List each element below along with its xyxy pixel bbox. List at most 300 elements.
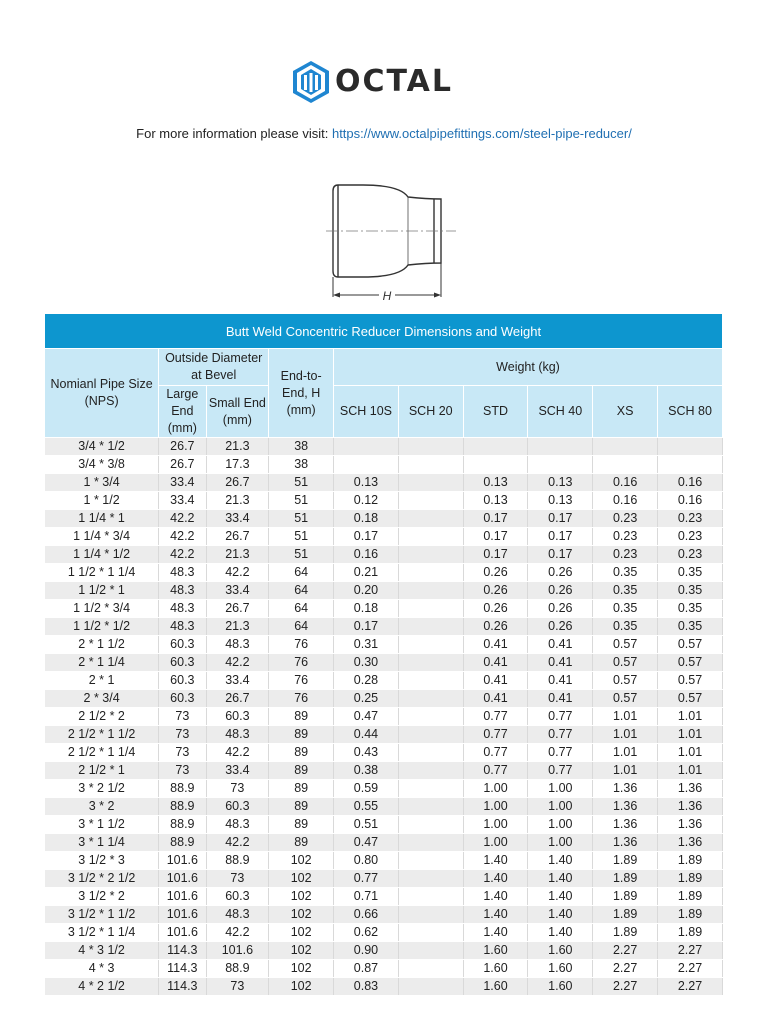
cell-end-to-end: 102 — [269, 942, 334, 960]
cell-large-end: 42.2 — [159, 528, 206, 546]
cell-nps: 3 * 1 1/4 — [45, 834, 159, 852]
info-prefix: For more information please visit: — [136, 126, 332, 141]
table-row — [45, 654, 723, 672]
cell-sch-10s: 0.21 — [334, 564, 399, 582]
table-row — [45, 780, 723, 798]
cell-sch-10s: 0.66 — [334, 906, 399, 924]
octal-logo-icon — [291, 60, 331, 104]
cell-large-end: 73 — [159, 708, 206, 726]
cell-sch-20 — [398, 546, 463, 564]
cell-sch-20 — [398, 672, 463, 690]
cell-std: 1.60 — [463, 960, 528, 978]
cell-small-end: 42.2 — [206, 744, 269, 762]
table-row — [45, 546, 723, 564]
cell-large-end: 114.3 — [159, 942, 206, 960]
cell-sch-20 — [398, 438, 463, 456]
cell-sch-40: 1.60 — [528, 978, 593, 996]
cell-large-end: 73 — [159, 762, 206, 780]
cell-small-end: 88.9 — [206, 960, 269, 978]
cell-sch-40: 0.26 — [528, 600, 593, 618]
cell-sch-10s: 0.47 — [334, 708, 399, 726]
cell-sch-20 — [398, 924, 463, 942]
cell-sch-20 — [398, 726, 463, 744]
cell-xs: 1.36 — [593, 816, 658, 834]
cell-sch-10s: 0.59 — [334, 780, 399, 798]
cell-sch-10s: 0.80 — [334, 852, 399, 870]
cell-large-end: 114.3 — [159, 960, 206, 978]
cell-sch-20 — [398, 762, 463, 780]
cell-xs: 0.16 — [593, 492, 658, 510]
cell-nps: 4 * 3 — [45, 960, 159, 978]
cell-small-end: 73 — [206, 870, 269, 888]
cell-std: 0.17 — [463, 528, 528, 546]
cell-xs: 1.01 — [593, 708, 658, 726]
cell-sch-40: 0.13 — [528, 474, 593, 492]
cell-sch-10s: 0.83 — [334, 978, 399, 996]
cell-std: 1.00 — [463, 816, 528, 834]
cell-sch-80: 1.01 — [658, 744, 723, 762]
cell-sch-10s: 0.43 — [334, 744, 399, 762]
cell-sch-20 — [398, 870, 463, 888]
cell-small-end: 42.2 — [206, 654, 269, 672]
cell-small-end: 17.3 — [206, 456, 269, 474]
cell-sch-80: 1.89 — [658, 906, 723, 924]
table-row — [45, 456, 723, 474]
cell-sch-40: 1.60 — [528, 960, 593, 978]
cell-xs: 0.35 — [593, 564, 658, 582]
cell-sch-80: 1.89 — [658, 888, 723, 906]
table-row — [45, 708, 723, 726]
cell-end-to-end: 102 — [269, 960, 334, 978]
cell-sch-10s: 0.28 — [334, 672, 399, 690]
cell-sch-20 — [398, 474, 463, 492]
cell-end-to-end: 89 — [269, 834, 334, 852]
cell-end-to-end: 89 — [269, 744, 334, 762]
table-row — [45, 942, 723, 960]
cell-sch-10s: 0.38 — [334, 762, 399, 780]
cell-small-end: 33.4 — [206, 510, 269, 528]
cell-std: 1.00 — [463, 780, 528, 798]
cell-small-end: 42.2 — [206, 564, 269, 582]
cell-sch-40: 1.00 — [528, 798, 593, 816]
cell-sch-20 — [398, 654, 463, 672]
cell-small-end: 21.3 — [206, 546, 269, 564]
cell-large-end: 73 — [159, 726, 206, 744]
cell-large-end: 42.2 — [159, 546, 206, 564]
cell-small-end: 60.3 — [206, 888, 269, 906]
cell-sch-80: 0.57 — [658, 654, 723, 672]
cell-large-end: 101.6 — [159, 924, 206, 942]
cell-small-end: 48.3 — [206, 636, 269, 654]
cell-large-end: 88.9 — [159, 780, 206, 798]
cell-small-end: 48.3 — [206, 816, 269, 834]
cell-sch-40: 0.41 — [528, 690, 593, 708]
cell-sch-10s: 0.18 — [334, 600, 399, 618]
cell-sch-20 — [398, 582, 463, 600]
cell-sch-10s: 0.17 — [334, 618, 399, 636]
cell-sch-40: 0.41 — [528, 636, 593, 654]
cell-std: 1.60 — [463, 978, 528, 996]
cell-nps: 1 * 3/4 — [45, 474, 159, 492]
cell-small-end: 26.7 — [206, 528, 269, 546]
cell-large-end: 88.9 — [159, 798, 206, 816]
cell-sch-10s: 0.13 — [334, 474, 399, 492]
cell-sch-80: 0.57 — [658, 636, 723, 654]
cell-end-to-end: 102 — [269, 888, 334, 906]
cell-end-to-end: 64 — [269, 618, 334, 636]
cell-sch-20 — [398, 834, 463, 852]
cell-large-end: 60.3 — [159, 672, 206, 690]
cell-small-end: 73 — [206, 978, 269, 996]
cell-large-end: 88.9 — [159, 816, 206, 834]
cell-nps: 3 * 1 1/2 — [45, 816, 159, 834]
cell-sch-40: 1.40 — [528, 852, 593, 870]
table-row — [45, 492, 723, 510]
cell-end-to-end: 89 — [269, 762, 334, 780]
cell-xs: 0.57 — [593, 654, 658, 672]
cell-small-end: 33.4 — [206, 762, 269, 780]
cell-sch-80: 1.36 — [658, 780, 723, 798]
cell-xs: 0.57 — [593, 636, 658, 654]
cell-small-end: 60.3 — [206, 798, 269, 816]
cell-sch-40: 0.77 — [528, 744, 593, 762]
cell-end-to-end: 102 — [269, 978, 334, 996]
cell-sch-80: 0.35 — [658, 618, 723, 636]
cell-sch-80: 0.57 — [658, 690, 723, 708]
header-std: STD — [463, 386, 528, 438]
cell-nps: 4 * 3 1/2 — [45, 942, 159, 960]
cell-small-end: 21.3 — [206, 438, 269, 456]
table-row — [45, 960, 723, 978]
cell-std: 1.60 — [463, 942, 528, 960]
cell-sch-10s: 0.77 — [334, 870, 399, 888]
cell-std: 1.40 — [463, 924, 528, 942]
cell-std — [463, 456, 528, 474]
cell-large-end: 88.9 — [159, 834, 206, 852]
cell-std: 0.77 — [463, 744, 528, 762]
dimension-label-h: H — [382, 289, 392, 303]
cell-sch-40: 1.40 — [528, 924, 593, 942]
cell-std: 0.26 — [463, 582, 528, 600]
cell-large-end: 48.3 — [159, 582, 206, 600]
cell-sch-40: 1.40 — [528, 888, 593, 906]
cell-std: 1.40 — [463, 852, 528, 870]
cell-nps: 1 1/4 * 1/2 — [45, 546, 159, 564]
cell-nps: 3 1/2 * 1 1/4 — [45, 924, 159, 942]
cell-nps: 1 1/2 * 1/2 — [45, 618, 159, 636]
cell-nps: 1 1/4 * 3/4 — [45, 528, 159, 546]
table-row — [45, 600, 723, 618]
cell-sch-10s: 0.16 — [334, 546, 399, 564]
cell-end-to-end: 89 — [269, 726, 334, 744]
cell-sch-20 — [398, 978, 463, 996]
cell-sch-80: 0.35 — [658, 600, 723, 618]
table-row — [45, 978, 723, 996]
cell-large-end: 60.3 — [159, 654, 206, 672]
cell-sch-80: 1.89 — [658, 852, 723, 870]
cell-small-end: 26.7 — [206, 600, 269, 618]
cell-small-end: 60.3 — [206, 708, 269, 726]
cell-end-to-end: 51 — [269, 492, 334, 510]
cell-sch-80: 1.89 — [658, 870, 723, 888]
cell-sch-40: 1.60 — [528, 942, 593, 960]
cell-sch-80 — [658, 456, 723, 474]
cell-nps: 3 1/2 * 2 — [45, 888, 159, 906]
cell-sch-10s: 0.55 — [334, 798, 399, 816]
cell-sch-20 — [398, 528, 463, 546]
cell-xs: 0.35 — [593, 582, 658, 600]
table-row — [45, 510, 723, 528]
reducer-drawing — [300, 165, 470, 305]
cell-end-to-end: 76 — [269, 654, 334, 672]
cell-end-to-end: 102 — [269, 852, 334, 870]
cell-nps: 1 1/2 * 3/4 — [45, 600, 159, 618]
cell-small-end: 73 — [206, 780, 269, 798]
cell-sch-10s: 0.87 — [334, 960, 399, 978]
cell-large-end: 114.3 — [159, 978, 206, 996]
cell-sch-20 — [398, 690, 463, 708]
cell-sch-80: 0.57 — [658, 672, 723, 690]
cell-sch-80: 0.16 — [658, 474, 723, 492]
header-sch-80: SCH 80 — [658, 386, 723, 438]
cell-xs: 1.01 — [593, 726, 658, 744]
cell-nps: 3 1/2 * 3 — [45, 852, 159, 870]
cell-small-end: 26.7 — [206, 690, 269, 708]
cell-sch-20 — [398, 906, 463, 924]
table-row — [45, 582, 723, 600]
cell-sch-40 — [528, 438, 593, 456]
cell-sch-20 — [398, 510, 463, 528]
table-row — [45, 924, 723, 942]
cell-xs: 1.89 — [593, 852, 658, 870]
octal-logo — [291, 60, 471, 106]
dimensions-table — [44, 313, 723, 996]
cell-sch-80: 2.27 — [658, 960, 723, 978]
cell-sch-80: 1.01 — [658, 762, 723, 780]
cell-sch-40: 0.41 — [528, 672, 593, 690]
cell-large-end: 60.3 — [159, 636, 206, 654]
cell-xs: 1.89 — [593, 888, 658, 906]
table-row — [45, 726, 723, 744]
cell-sch-20 — [398, 600, 463, 618]
cell-xs: 1.36 — [593, 834, 658, 852]
cell-end-to-end: 102 — [269, 870, 334, 888]
table-row — [45, 474, 723, 492]
cell-sch-80: 1.36 — [658, 834, 723, 852]
cell-xs: 1.89 — [593, 924, 658, 942]
cell-sch-40: 0.13 — [528, 492, 593, 510]
cell-sch-20 — [398, 708, 463, 726]
cell-large-end: 101.6 — [159, 888, 206, 906]
cell-end-to-end: 51 — [269, 546, 334, 564]
table-body — [45, 438, 723, 996]
cell-nps: 3 * 2 1/2 — [45, 780, 159, 798]
cell-sch-80: 1.36 — [658, 798, 723, 816]
header-weight: Weight (kg) — [334, 349, 723, 386]
cell-std: 0.41 — [463, 654, 528, 672]
cell-sch-40: 0.77 — [528, 762, 593, 780]
cell-nps: 3/4 * 1/2 — [45, 438, 159, 456]
cell-sch-40: 0.17 — [528, 546, 593, 564]
cell-sch-40: 0.77 — [528, 708, 593, 726]
cell-xs: 1.89 — [593, 906, 658, 924]
cell-nps: 2 * 3/4 — [45, 690, 159, 708]
cell-sch-80: 1.01 — [658, 726, 723, 744]
cell-sch-20 — [398, 816, 463, 834]
cell-sch-10s: 0.25 — [334, 690, 399, 708]
cell-xs: 2.27 — [593, 942, 658, 960]
cell-sch-10s: 0.71 — [334, 888, 399, 906]
cell-std: 0.13 — [463, 492, 528, 510]
cell-end-to-end: 89 — [269, 816, 334, 834]
cell-sch-40: 0.41 — [528, 654, 593, 672]
table-row — [45, 438, 723, 456]
cell-std — [463, 438, 528, 456]
cell-sch-80: 0.35 — [658, 582, 723, 600]
cell-large-end: 101.6 — [159, 906, 206, 924]
cell-sch-80 — [658, 438, 723, 456]
cell-large-end: 60.3 — [159, 690, 206, 708]
cell-large-end: 26.7 — [159, 438, 206, 456]
cell-sch-20 — [398, 780, 463, 798]
cell-xs: 1.36 — [593, 798, 658, 816]
cell-sch-80: 1.01 — [658, 708, 723, 726]
cell-small-end: 88.9 — [206, 852, 269, 870]
cell-sch-20 — [398, 744, 463, 762]
cell-sch-40 — [528, 456, 593, 474]
cell-small-end: 21.3 — [206, 618, 269, 636]
cell-xs: 0.35 — [593, 600, 658, 618]
table-row — [45, 690, 723, 708]
cell-nps: 3 * 2 — [45, 798, 159, 816]
cell-small-end: 48.3 — [206, 906, 269, 924]
cell-large-end: 48.3 — [159, 564, 206, 582]
cell-std: 0.17 — [463, 510, 528, 528]
cell-sch-10s: 0.17 — [334, 528, 399, 546]
cell-nps: 1 1/2 * 1 — [45, 582, 159, 600]
cell-xs: 2.27 — [593, 960, 658, 978]
cell-nps: 1 1/2 * 1 1/4 — [45, 564, 159, 582]
cell-sch-40: 1.00 — [528, 780, 593, 798]
cell-end-to-end: 51 — [269, 510, 334, 528]
cell-sch-80: 0.23 — [658, 546, 723, 564]
cell-sch-10s: 0.30 — [334, 654, 399, 672]
cell-std: 0.26 — [463, 618, 528, 636]
cell-small-end: 33.4 — [206, 672, 269, 690]
info-line — [0, 126, 768, 141]
cell-sch-10s: 0.62 — [334, 924, 399, 942]
cell-sch-40: 0.26 — [528, 618, 593, 636]
cell-large-end: 48.3 — [159, 600, 206, 618]
cell-sch-40: 0.77 — [528, 726, 593, 744]
cell-std: 0.26 — [463, 564, 528, 582]
cell-std: 0.41 — [463, 672, 528, 690]
cell-std: 0.41 — [463, 690, 528, 708]
cell-nps: 3 1/2 * 1 1/2 — [45, 906, 159, 924]
cell-nps: 2 1/2 * 1 1/2 — [45, 726, 159, 744]
cell-large-end: 26.7 — [159, 456, 206, 474]
table-row — [45, 870, 723, 888]
cell-sch-80: 1.89 — [658, 924, 723, 942]
table-row — [45, 528, 723, 546]
cell-std: 0.17 — [463, 546, 528, 564]
cell-sch-40: 0.26 — [528, 582, 593, 600]
cell-sch-20 — [398, 456, 463, 474]
cell-sch-10s: 0.31 — [334, 636, 399, 654]
table-title: Butt Weld Concentric Reducer Dimensions and Weight — [45, 314, 723, 349]
table-row — [45, 888, 723, 906]
cell-sch-40: 0.17 — [528, 528, 593, 546]
cell-sch-20 — [398, 798, 463, 816]
table-row — [45, 852, 723, 870]
cell-sch-10s: 0.12 — [334, 492, 399, 510]
cell-sch-40: 1.00 — [528, 834, 593, 852]
cell-sch-20 — [398, 564, 463, 582]
cell-large-end: 33.4 — [159, 492, 206, 510]
cell-sch-10s: 0.51 — [334, 816, 399, 834]
cell-large-end: 42.2 — [159, 510, 206, 528]
cell-std: 1.40 — [463, 906, 528, 924]
cell-xs — [593, 456, 658, 474]
cell-xs: 1.89 — [593, 870, 658, 888]
header-end-to-end: End-to-End, H (mm) — [269, 349, 334, 438]
cell-std: 0.77 — [463, 726, 528, 744]
cell-end-to-end: 51 — [269, 528, 334, 546]
cell-nps: 4 * 2 1/2 — [45, 978, 159, 996]
cell-small-end: 42.2 — [206, 924, 269, 942]
cell-sch-10s: 0.18 — [334, 510, 399, 528]
cell-sch-80: 0.35 — [658, 564, 723, 582]
table-row — [45, 816, 723, 834]
cell-sch-80: 0.23 — [658, 528, 723, 546]
cell-sch-40: 1.00 — [528, 816, 593, 834]
cell-xs: 0.57 — [593, 672, 658, 690]
cell-end-to-end: 89 — [269, 780, 334, 798]
cell-nps: 2 1/2 * 1 1/4 — [45, 744, 159, 762]
cell-sch-20 — [398, 852, 463, 870]
cell-xs: 0.23 — [593, 510, 658, 528]
cell-end-to-end: 102 — [269, 924, 334, 942]
table-row — [45, 564, 723, 582]
cell-sch-10s: 0.90 — [334, 942, 399, 960]
cell-std: 1.00 — [463, 798, 528, 816]
header-sch-10s: SCH 10S — [334, 386, 399, 438]
cell-sch-80: 0.16 — [658, 492, 723, 510]
cell-xs: 1.01 — [593, 762, 658, 780]
cell-nps: 2 * 1 — [45, 672, 159, 690]
cell-sch-40: 1.40 — [528, 906, 593, 924]
cell-nps: 1 * 1/2 — [45, 492, 159, 510]
info-link[interactable]: https://www.octalpipefittings.com/steel-pipe-reducer/ — [331, 126, 632, 141]
cell-xs: 0.23 — [593, 546, 658, 564]
cell-xs: 2.27 — [593, 978, 658, 996]
cell-large-end: 33.4 — [159, 474, 206, 492]
cell-sch-40: 1.40 — [528, 870, 593, 888]
cell-sch-20 — [398, 942, 463, 960]
cell-end-to-end: 102 — [269, 906, 334, 924]
cell-large-end: 73 — [159, 744, 206, 762]
cell-xs: 1.36 — [593, 780, 658, 798]
brand-name: OCTAL — [335, 64, 453, 99]
cell-small-end: 21.3 — [206, 492, 269, 510]
cell-end-to-end: 76 — [269, 690, 334, 708]
cell-sch-80: 2.27 — [658, 942, 723, 960]
header-sch-20: SCH 20 — [398, 386, 463, 438]
cell-nps: 2 * 1 1/4 — [45, 654, 159, 672]
cell-end-to-end: 38 — [269, 438, 334, 456]
cell-small-end: 42.2 — [206, 834, 269, 852]
cell-sch-40: 0.26 — [528, 564, 593, 582]
